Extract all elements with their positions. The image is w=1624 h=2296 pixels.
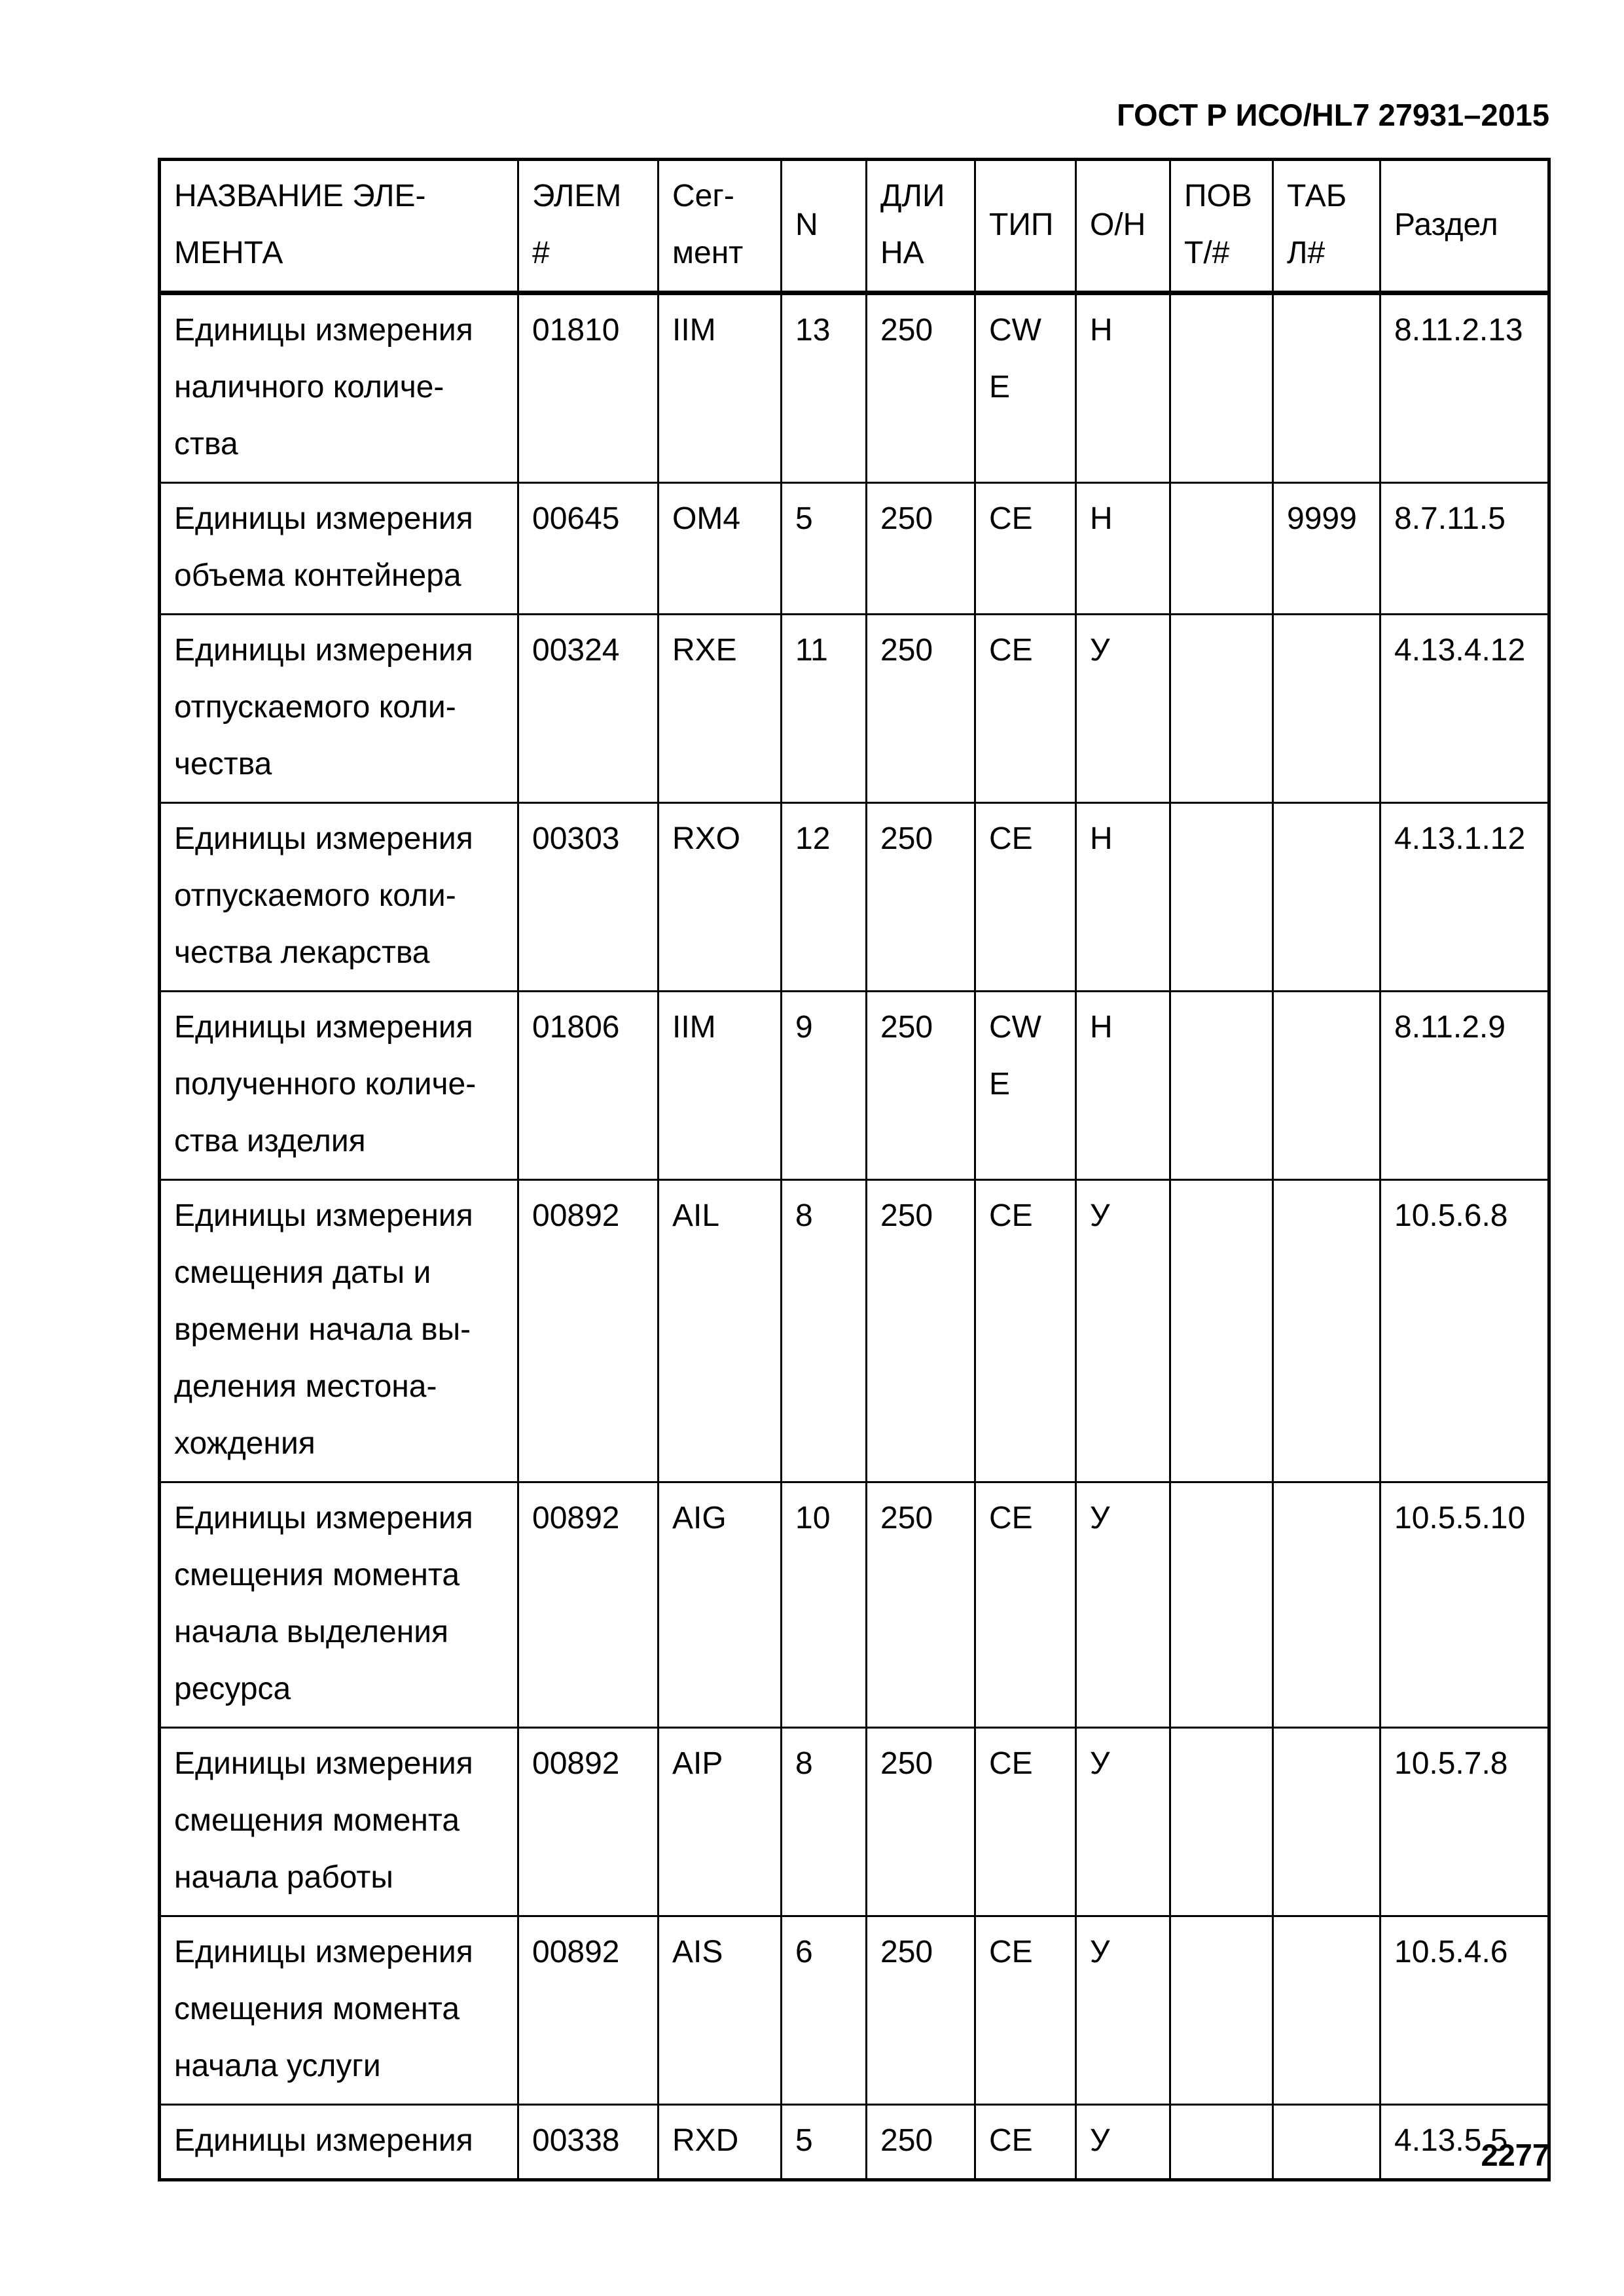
cell-section: 10.5.4.6	[1380, 1916, 1549, 2105]
cell-length: 250	[867, 1180, 975, 1482]
cell-elem: 01810	[518, 293, 659, 483]
column-header-length: ДЛИ НА	[867, 160, 975, 293]
cell-section: 10.5.6.8	[1380, 1180, 1549, 1482]
table-row	[160, 803, 1549, 992]
cell-tbl	[1273, 1916, 1380, 2105]
cell-segment: AIG	[659, 1482, 782, 1728]
cell-n: 10	[782, 1482, 867, 1728]
cell-type: CE	[975, 1180, 1076, 1482]
column-header-section: Раздел	[1380, 160, 1549, 293]
cell-section: 8.11.2.13	[1380, 293, 1549, 483]
cell-n: 11	[782, 615, 867, 803]
cell-n: 13	[782, 293, 867, 483]
cell-elem: 00892	[518, 1482, 659, 1728]
column-header-tbl: ТАБ Л#	[1273, 160, 1380, 293]
cell-elem: 00324	[518, 615, 659, 803]
cell-length: 250	[867, 1916, 975, 2105]
cell-opt: У	[1076, 1180, 1170, 1482]
cell-section: 8.11.2.9	[1380, 992, 1549, 1180]
cell-tbl	[1273, 1180, 1380, 1482]
cell-opt: У	[1076, 1482, 1170, 1728]
cell-type: CW E	[975, 293, 1076, 483]
cell-rep	[1170, 992, 1273, 1180]
table-row	[160, 483, 1549, 615]
table-row	[160, 992, 1549, 1180]
cell-name: Единицы измерения	[160, 2105, 518, 2180]
element-table	[158, 158, 1551, 2181]
cell-opt: У	[1076, 2105, 1170, 2180]
cell-tbl	[1273, 2105, 1380, 2180]
cell-type: CE	[975, 2105, 1076, 2180]
cell-elem: 00338	[518, 2105, 659, 2180]
column-header-type: ТИП	[975, 160, 1076, 293]
cell-rep	[1170, 615, 1273, 803]
cell-length: 250	[867, 2105, 975, 2180]
table-row	[160, 615, 1549, 803]
cell-name: Единицы измерения отпускаемого коли-чества	[160, 615, 518, 803]
cell-opt: Н	[1076, 992, 1170, 1180]
cell-segment: AIP	[659, 1728, 782, 1916]
cell-opt: У	[1076, 1728, 1170, 1916]
table-row	[160, 1728, 1549, 1916]
cell-length: 250	[867, 483, 975, 615]
cell-name: Единицы измерения смещения момента начала работы	[160, 1728, 518, 1916]
cell-type: CE	[975, 803, 1076, 992]
cell-opt: У	[1076, 615, 1170, 803]
cell-opt: Н	[1076, 803, 1170, 992]
table-row	[160, 1916, 1549, 2105]
cell-section: 8.7.11.5	[1380, 483, 1549, 615]
cell-segment: RXD	[659, 2105, 782, 2180]
cell-elem: 01806	[518, 992, 659, 1180]
cell-opt: У	[1076, 1916, 1170, 2105]
cell-type: CE	[975, 1728, 1076, 1916]
cell-tbl: 9999	[1273, 483, 1380, 615]
cell-rep	[1170, 483, 1273, 615]
table-header-row	[160, 160, 1549, 293]
cell-rep	[1170, 1916, 1273, 2105]
cell-opt: Н	[1076, 483, 1170, 615]
cell-section: 4.13.4.12	[1380, 615, 1549, 803]
column-header-n: N	[782, 160, 867, 293]
cell-segment: OM4	[659, 483, 782, 615]
cell-tbl	[1273, 803, 1380, 992]
column-header-rep: ПОВ Т/#	[1170, 160, 1273, 293]
cell-type: CE	[975, 1482, 1076, 1728]
cell-type: CE	[975, 483, 1076, 615]
cell-section: 10.5.5.10	[1380, 1482, 1549, 1728]
document-code: ГОСТ Р ИСО/HL7 27931–2015	[1117, 98, 1549, 132]
cell-name: Единицы измерения полученного количе-ства изделия	[160, 992, 518, 1180]
cell-rep	[1170, 1482, 1273, 1728]
cell-segment: IIM	[659, 293, 782, 483]
cell-tbl	[1273, 1482, 1380, 1728]
cell-tbl	[1273, 992, 1380, 1180]
cell-n: 5	[782, 2105, 867, 2180]
cell-name: Единицы измерения отпускаемого коли-чества лекарства	[160, 803, 518, 992]
cell-rep	[1170, 1180, 1273, 1482]
cell-rep	[1170, 293, 1273, 483]
cell-name: Единицы измерения смещения момента начала услуги	[160, 1916, 518, 2105]
cell-elem: 00892	[518, 1916, 659, 2105]
cell-n: 5	[782, 483, 867, 615]
cell-type: CE	[975, 1916, 1076, 2105]
cell-section: 4.13.5.5	[1380, 2105, 1549, 2180]
cell-n: 12	[782, 803, 867, 992]
cell-segment: AIL	[659, 1180, 782, 1482]
cell-name: Единицы измерения смещения даты и времени начала вы-деления местона-хождения	[160, 1180, 518, 1482]
column-header-segment: Сег-мент	[659, 160, 782, 293]
cell-length: 250	[867, 1728, 975, 1916]
page-number: 2277	[1481, 2138, 1549, 2172]
cell-section: 4.13.1.12	[1380, 803, 1549, 992]
cell-rep	[1170, 803, 1273, 992]
cell-length: 250	[867, 293, 975, 483]
cell-rep	[1170, 1728, 1273, 1916]
cell-tbl	[1273, 615, 1380, 803]
cell-elem: 00892	[518, 1180, 659, 1482]
cell-segment: AIS	[659, 1916, 782, 2105]
cell-section: 10.5.7.8	[1380, 1728, 1549, 1916]
cell-type: CE	[975, 615, 1076, 803]
cell-length: 250	[867, 1482, 975, 1728]
table-row	[160, 1482, 1549, 1728]
cell-name: Единицы измерения смещения момента начала выделения ресурса	[160, 1482, 518, 1728]
cell-tbl	[1273, 1728, 1380, 1916]
cell-n: 8	[782, 1728, 867, 1916]
cell-elem: 00303	[518, 803, 659, 992]
table-row	[160, 293, 1549, 483]
cell-opt: Н	[1076, 293, 1170, 483]
column-header-opt: О/Н	[1076, 160, 1170, 293]
cell-n: 9	[782, 992, 867, 1180]
cell-name: Единицы измерения объема контейнера	[160, 483, 518, 615]
cell-elem: 00645	[518, 483, 659, 615]
cell-length: 250	[867, 615, 975, 803]
cell-length: 250	[867, 992, 975, 1180]
cell-length: 250	[867, 803, 975, 992]
cell-elem: 00892	[518, 1728, 659, 1916]
column-header-name: НАЗВАНИЕ ЭЛЕ-МЕНТА	[160, 160, 518, 293]
cell-type: CW E	[975, 992, 1076, 1180]
cell-n: 6	[782, 1916, 867, 2105]
cell-segment: RXE	[659, 615, 782, 803]
cell-segment: RXO	[659, 803, 782, 992]
cell-n: 8	[782, 1180, 867, 1482]
cell-name: Единицы измерения наличного количе-ства	[160, 293, 518, 483]
cell-segment: IIM	[659, 992, 782, 1180]
column-header-elem: ЭЛЕМ #	[518, 160, 659, 293]
table-row	[160, 1180, 1549, 1482]
cell-rep	[1170, 2105, 1273, 2180]
table-row	[160, 2105, 1549, 2180]
cell-tbl	[1273, 293, 1380, 483]
